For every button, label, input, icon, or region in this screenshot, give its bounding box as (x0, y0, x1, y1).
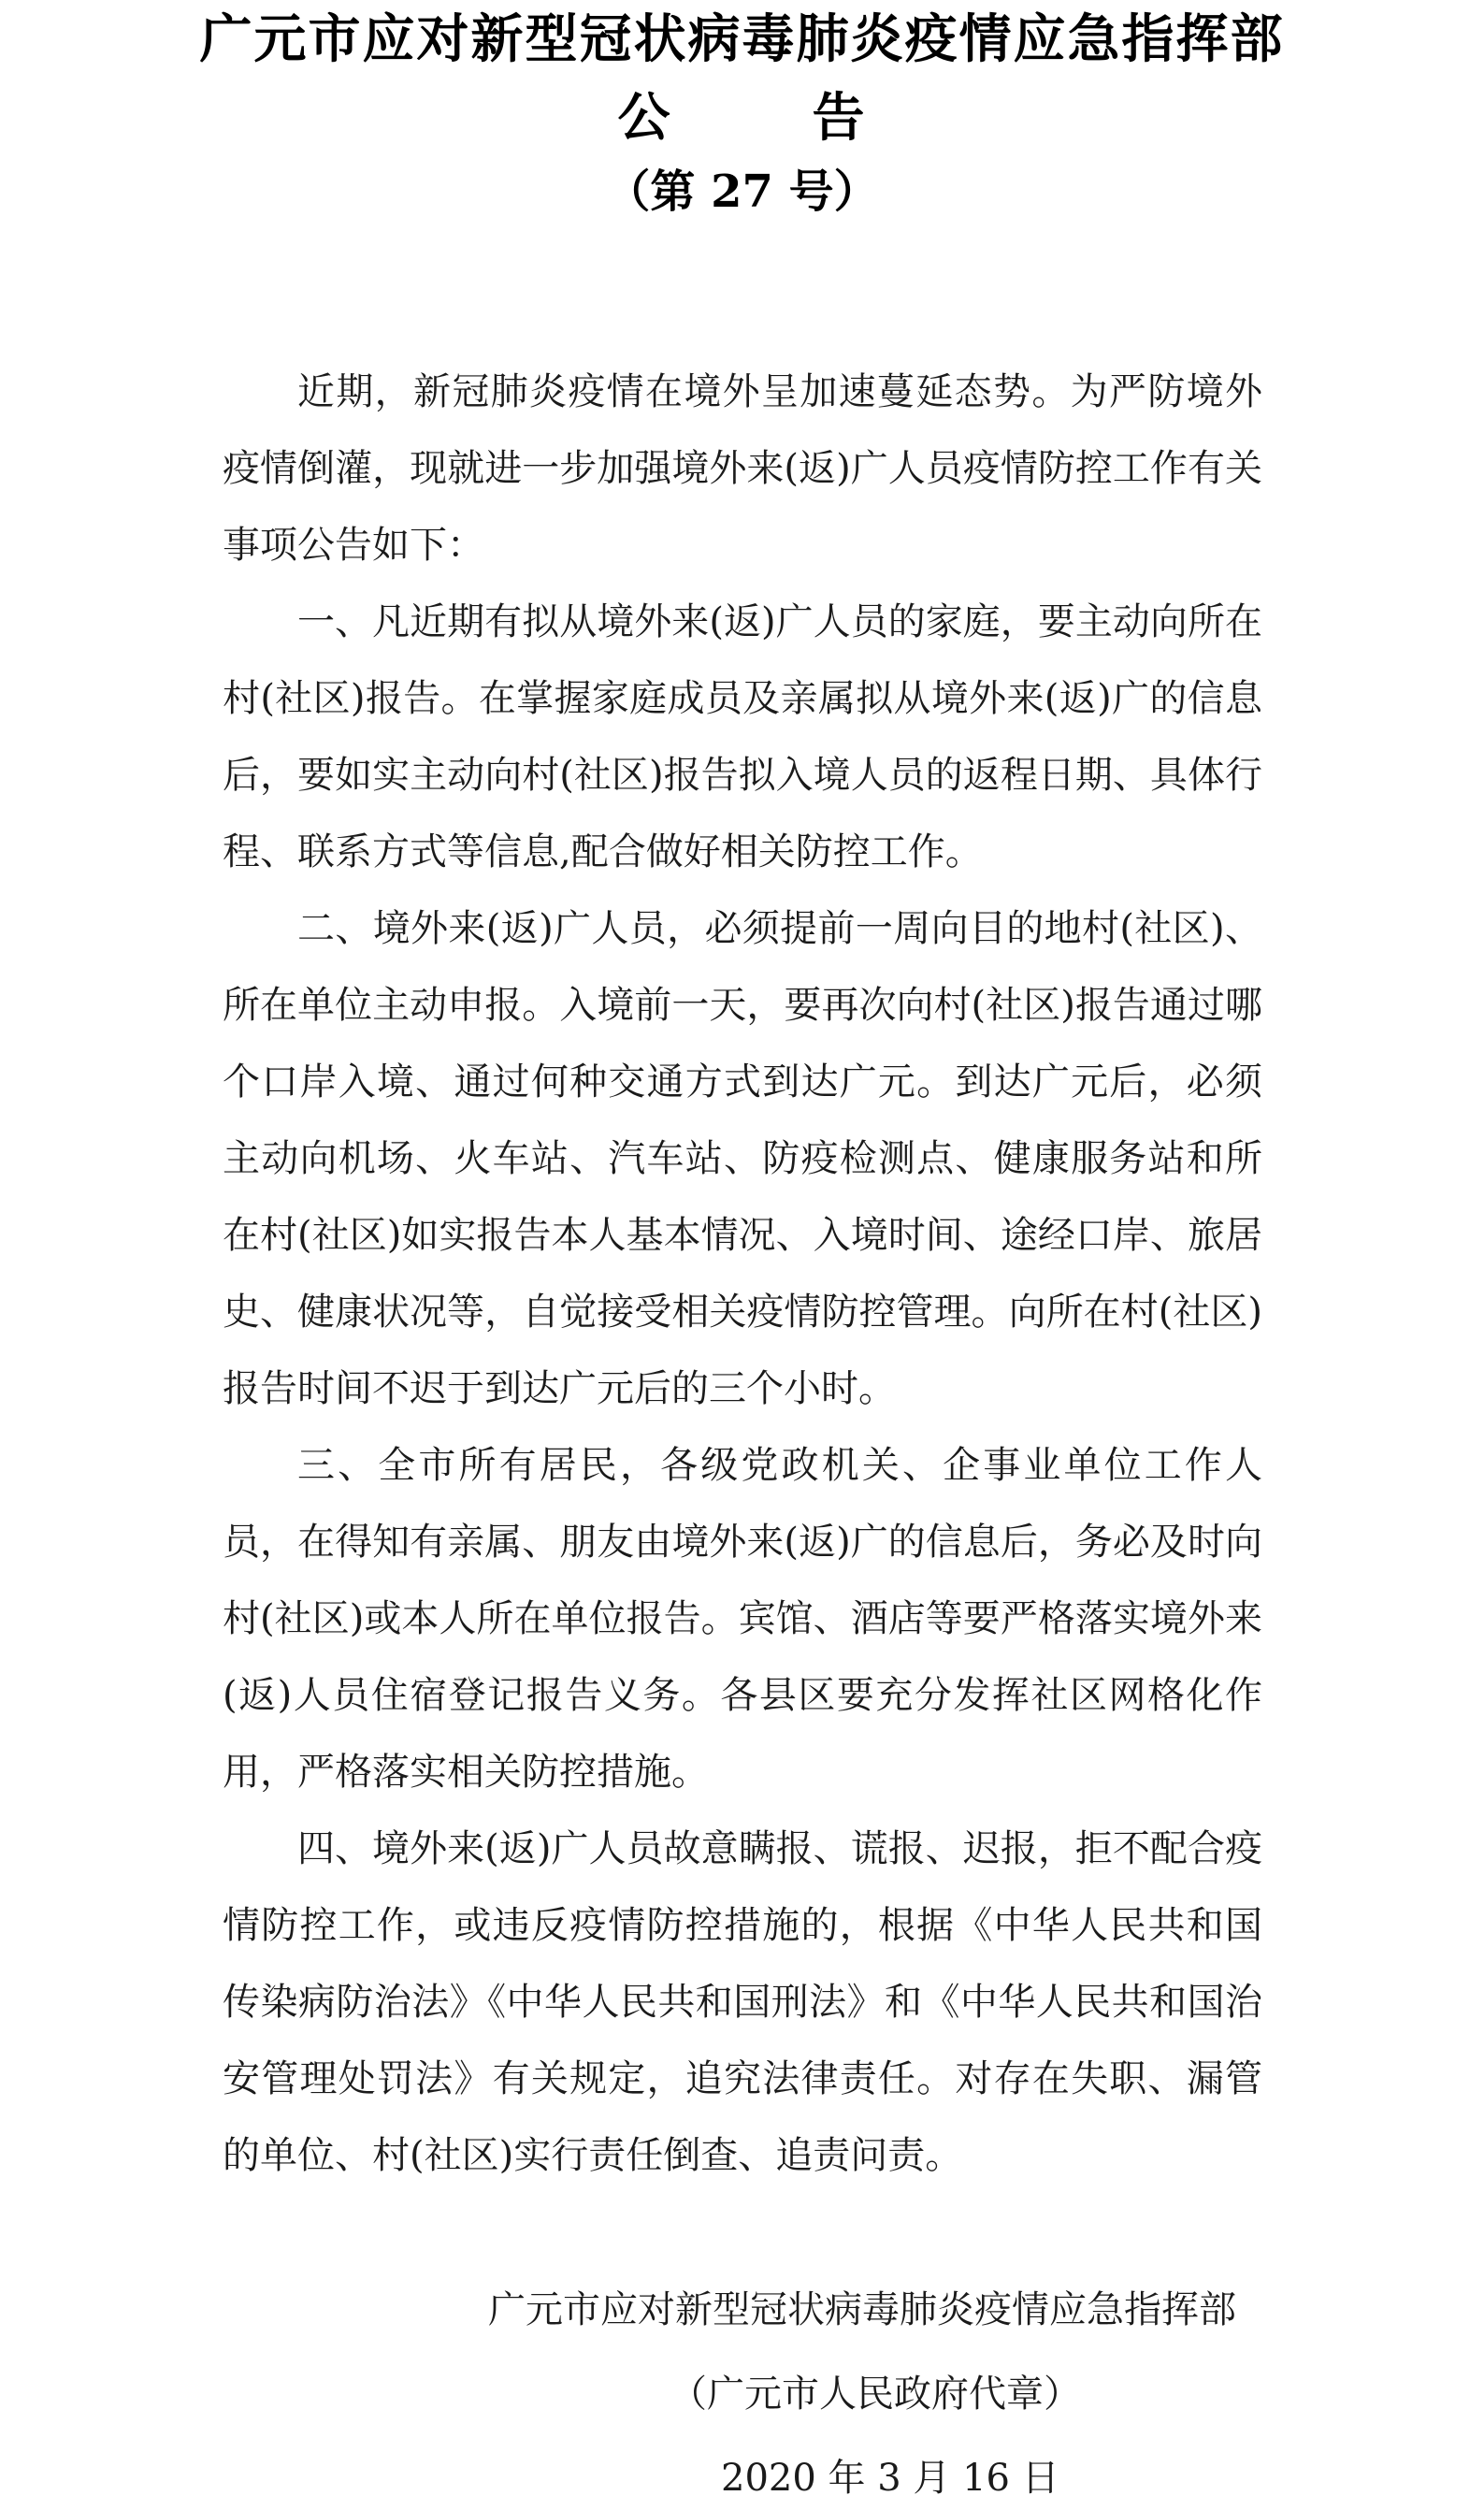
document-title: 广元市应对新型冠状病毒肺炎疫情应急指挥部 (199, 8, 1285, 70)
notice-heading-right-char: 告 (812, 87, 867, 149)
notice-number: （第 27 号） (605, 166, 879, 218)
signature-date: 2020 年 3 月 16 日 (721, 2457, 1059, 2500)
signature-seal-note: （广元市人民政府代章） (670, 2373, 1081, 2416)
notice-body (223, 353, 1262, 2194)
clause-paragraph-2: 二、境外来(返)广人员，必须提前一周向目的地村(社区)、所在单位主动申报。入境前一天，要再次向村(社区)报告通过哪个口岸入境、通过何种交通方式到达广元。到达广元后，必须主动向机场、火车站、汽车站、防疫检测点、健康服务站和所在村(社区)如实报告本人基本情况、入境时间、途经口岸、旅居史、健康状况等，自觉接受相关疫情防控管理。向所在村(社区)报告时间不迟于到达广元后的三个小时。 (223, 907, 1262, 1410)
clause-paragraph-4: 四、境外来(返)广人员故意瞒报、谎报、迟报，拒不配合疫情防控工作，或违反疫情防控措施的，根据《中华人民共和国传染病防治法》《中华人民共和国刑法》和《中华人民共和国治安管理处罚法》有关规定，追究法律责任。对存在失职、漏管的单位、村(社区)实行责任倒查、追责问责。 (223, 1827, 1262, 2177)
clause-paragraph-1: 一、凡近期有拟从境外来(返)广人员的家庭，要主动向所在村(社区)报告。在掌握家庭成员及亲属拟从境外来(返)广的信息后，要如实主动向村(社区)报告拟入境人员的返程日期、具体行程、联系方式等信息,配合做好相关防控工作。 (223, 600, 1262, 873)
notice-heading-left-char: 公 (617, 87, 672, 149)
notice-heading (0, 84, 1484, 151)
intro-paragraph: 近期，新冠肺炎疫情在境外呈加速蔓延态势。为严防境外疫情倒灌，现就进一步加强境外来(返)广人员疫情防控工作有关事项公告如下： (223, 370, 1262, 567)
signature-organization: 广元市应对新型冠状病毒肺炎疫情应急指挥部 (488, 2288, 1236, 2331)
clause-paragraph-3: 三、全市所有居民，各级党政机关、企事业单位工作人员，在得知有亲属、朋友由境外来(返)广的信息后，务必及时向村(社区)或本人所在单位报告。宾馆、酒店等要严格落实境外来(返)人员住宿登记报告义务。各县区要充分发挥社区网格化作用，严格落实相关防控措施。 (223, 1444, 1262, 1794)
